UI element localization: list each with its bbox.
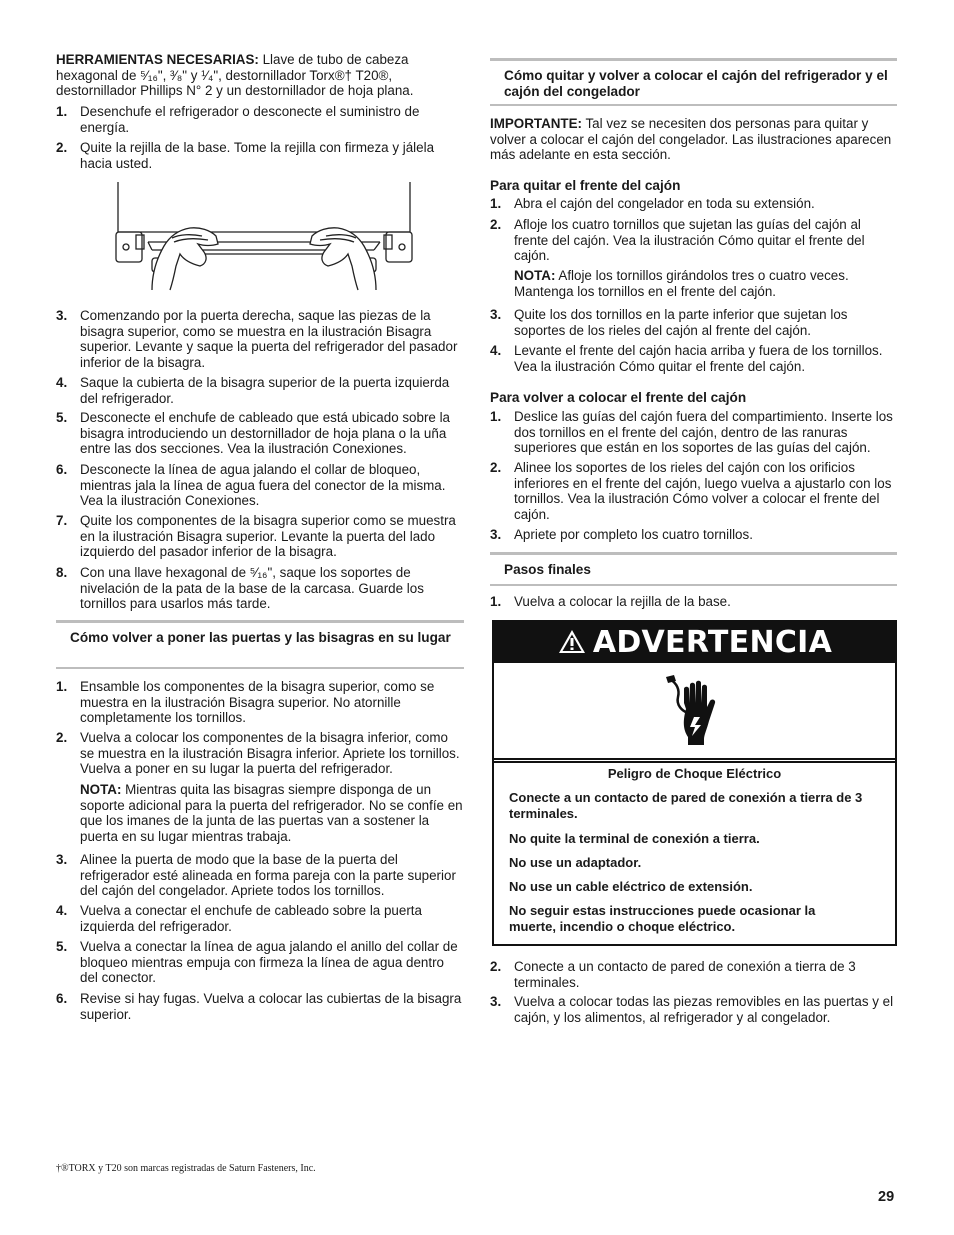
warning-line: No use un adaptador. (509, 855, 642, 870)
important-label: IMPORTANTE: (490, 116, 582, 131)
step-number: 1. (490, 594, 502, 609)
step-number: 3. (490, 994, 502, 1009)
step-number: 1. (490, 409, 502, 424)
step-text: Deslice las guías del cajón fuera del compartimiento. Inserte los dos tornillos en el frente del cajón, dentro de las ranuras superiores que están en los soportes de las guías del cajón. (514, 409, 893, 456)
step-text: Conecte a un contacto de pared de conexión a tierra de 3 terminales. (514, 959, 856, 990)
step-text: Afloje los cuatro tornillos que sujetan las guías del cajón al frente del cajón. Vea la ilustración Cómo quitar el frente del cajón. (514, 217, 865, 264)
step-number: 6. (56, 462, 68, 477)
list-item (56, 140, 464, 171)
warning-line: No quite la terminal de conexión a tierra. (509, 831, 760, 846)
section-divider (56, 667, 464, 669)
step-number: 1. (56, 679, 68, 694)
section-divider (490, 584, 897, 586)
step-number: 7. (56, 513, 68, 528)
section-title: Pasos finales (504, 562, 591, 577)
warning-separator (494, 761, 895, 763)
note-label: NOTA: (80, 782, 122, 797)
tools-label: HERRAMIENTAS NECESARIAS: (56, 52, 259, 67)
warning-header (494, 622, 895, 663)
step-text: Vuelva a colocar los componentes de la bisagra inferior, como se muestra en la ilustración Bisagra inferior. Apriete los tornillos. Vuelva a poner en su lugar la puerta del refrigerador. (80, 730, 460, 777)
list-item (490, 217, 897, 264)
section-divider (56, 620, 464, 623)
tools-paragraph (56, 52, 464, 99)
warning-line: No use un cable eléctrico de extensión. (509, 879, 753, 894)
step-text: Alinee la puerta de modo que la base de la puerta del refrigerador esté alineada en forma pareja con la parte superior del cajón del congelador. Apriete todos los tornillos. (80, 852, 456, 899)
note-text: Mientras quita las bisagras siempre disponga de un soporte adicional para la puerta del refrigerador. No se confíe en que los imanes de la junta de las puertas van a sostener la puerta en su lugar mientras trabaja. (80, 782, 463, 844)
step-text: Quite la rejilla de la base. Tome la rejilla con firmeza y jálela hacia usted. (80, 140, 435, 171)
section-divider (490, 552, 897, 555)
step-text: Quite los dos tornillos en la parte inferior que sujetan los soportes de los rieles del cajón al frente del cajón. (514, 307, 848, 338)
step-text: Abra el cajón del congelador en toda su extensión. (514, 196, 815, 211)
warning-box (492, 620, 897, 946)
subsection-title: Para quitar el frente del cajón (490, 178, 681, 193)
step-text: Quite los componentes de la bisagra superior como se muestra en la ilustración Bisagra superior. Levante la puerta del lado izquierdo del pasador inferior de la bisagra. (80, 513, 456, 560)
list-item (56, 730, 464, 777)
step-number: 4. (56, 903, 68, 918)
list-item (490, 343, 897, 374)
list-item (56, 939, 464, 986)
note-label: NOTA: (514, 268, 556, 283)
step-text: Con una llave hexagonal de ⁵⁄₁₆", saque los soportes de nivelación de la pata de la base de la carcasa. Guarde los tornillos para usarlos más tarde. (80, 565, 424, 612)
step-text: Desconecte la línea de agua jalando el collar de bloqueo, mientras jala la línea de agua fuera del conector de la misma. Vea la ilustración Conexiones. (80, 462, 446, 509)
list-item (56, 679, 464, 726)
list-item (56, 462, 464, 509)
step-number: 6. (56, 991, 68, 1006)
tools-text: Llave de tubo de cabeza hexagonal de ⁵⁄₁₆", ³⁄₈" y ¹⁄₄", destornillador Torx®† T20®, destornillador Phillips N° 2 y un destornillador de hoja plana. (56, 52, 414, 99)
warning-line: Conecte a un contacto de pared de conexión a tierra de 3 terminales. (509, 790, 863, 821)
step-text: Vuelva a conectar el enchufe de cableado sobre la puerta izquierda del refrigerador. (80, 903, 422, 934)
step-number: 2. (490, 217, 502, 232)
step-text: Vuelva a conectar la línea de agua jalando el anillo del collar de bloqueo mientras empuja con firmeza la línea de agua dentro del conector. (80, 939, 458, 986)
list-item (56, 903, 464, 934)
step-number: 8. (56, 565, 68, 580)
step-number: 2. (490, 959, 502, 974)
warning-title: ADVERTENCIA (592, 625, 833, 660)
step-number: 2. (490, 460, 502, 475)
note-paragraph (80, 782, 464, 844)
electric-shock-hand-icon (664, 673, 724, 747)
list-item (490, 307, 897, 338)
step-number: 1. (490, 196, 502, 211)
step-number: 2. (56, 140, 68, 155)
warning-line: No seguir estas instrucciones puede ocasionar la muerte, incendio o choque eléctrico. (509, 903, 816, 934)
step-text: Ensamble los componentes de la bisagra superior, como se muestra en la ilustración Bisagra superior. No atornille completamente los tornillos. (80, 679, 435, 726)
note-text: Afloje los tornillos girándolos tres o cuatro veces. Mantenga los tornillos en el frente del cajón. (514, 268, 849, 299)
base-grille-illustration (112, 180, 417, 292)
step-number: 2. (56, 730, 68, 745)
step-text: Vuelva a colocar todas las piezas removibles en las puertas y el cajón, y los alimentos, al refrigerador y al congelador. (514, 994, 894, 1025)
step-number: 4. (56, 375, 68, 390)
section-title: Cómo volver a poner las puertas y las bisagras en su lugar (70, 630, 451, 645)
list-item (56, 308, 464, 370)
section-divider (490, 104, 897, 106)
list-item (56, 991, 464, 1022)
step-text: Saque la cubierta de la bisagra superior de la puerta izquierda del refrigerador. (80, 375, 450, 406)
step-number: 3. (56, 308, 68, 323)
step-number: 3. (490, 527, 502, 542)
list-item (490, 594, 897, 610)
step-number: 3. (490, 307, 502, 322)
list-item (56, 410, 464, 457)
step-text: Vuelva a colocar la rejilla de la base. (514, 594, 731, 609)
list-item (490, 460, 897, 522)
step-text: Alinee los soportes de los rieles del cajón con los orificios inferiores en el frente del cajón, luego vuelva a ajustarlo con los tornillos. Vea la ilustración Cómo volver a colocar el frente del cajón. (514, 460, 892, 522)
step-text: Apriete por completo los cuatro tornillos. (514, 527, 753, 542)
step-number: 4. (490, 343, 502, 358)
list-item (490, 994, 897, 1025)
list-item (490, 409, 897, 456)
step-text: Comenzando por la puerta derecha, saque las piezas de la bisagra superior, como se muestra en la ilustración Bisagra superior. Levante y saque la puerta del refrigerador del pasador inferior de la bisagra. (80, 308, 458, 370)
list-item (490, 196, 897, 212)
note-paragraph (514, 268, 897, 299)
step-number: 5. (56, 410, 68, 425)
warning-triangle-icon (557, 628, 587, 655)
step-number: 1. (56, 104, 68, 119)
important-paragraph (490, 116, 897, 163)
step-text: Desconecte el enchufe de cableado que está ubicado sobre la bisagra introduciendo un destornillador de hoja plana o la uña entre las dos secciones. Vea la ilustración Conexiones. (80, 410, 450, 457)
warning-icon-area (494, 663, 895, 760)
list-item (56, 104, 464, 135)
footnote: †®TORX y T20 son marcas registradas de Saturn Fasteners, Inc. (56, 1163, 316, 1174)
section-divider (490, 58, 897, 61)
step-text: Levante el frente del cajón hacia arriba y fuera de los tornillos. Vea la ilustración Cómo quitar el frente del cajón. (514, 343, 883, 374)
important-text: Tal vez se necesiten dos personas para quitar y volver a colocar el cajón del congelador. Las ilustraciones aparecen más adelante en esta sección. (490, 116, 892, 163)
list-item (56, 852, 464, 899)
step-text: Desenchufe el refrigerador o desconecte el suministro de energía. (80, 104, 420, 135)
step-text: Revise si hay fugas. Vuelva a colocar las cubiertas de la bisagra superior. (80, 991, 462, 1022)
page-number: 29 (878, 1189, 895, 1205)
section-title: Cómo quitar y volver a colocar el cajón del refrigerador y el cajón del congelador (504, 68, 888, 99)
list-item (56, 513, 464, 560)
list-item (490, 959, 897, 990)
step-number: 5. (56, 939, 68, 954)
list-item (490, 527, 897, 543)
warning-heading: Peligro de Choque Eléctrico (607, 766, 782, 781)
step-number: 3. (56, 852, 68, 867)
list-item (56, 375, 464, 406)
subsection-title: Para volver a colocar el frente del cajón (490, 390, 747, 405)
list-item (56, 565, 464, 612)
